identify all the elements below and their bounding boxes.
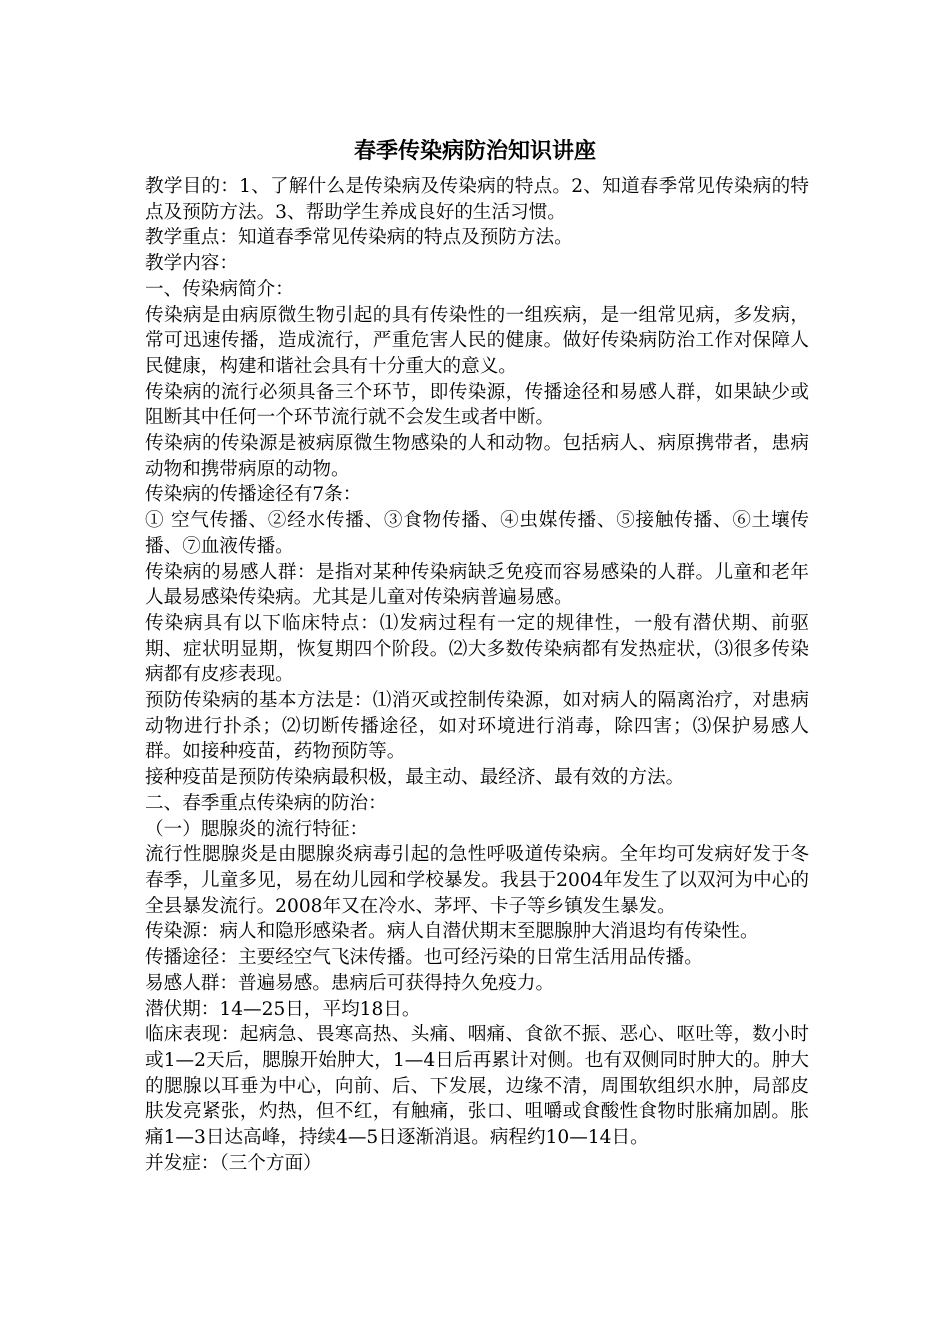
paragraph: 教学内容： [145,253,238,275]
section-heading: 一、传染病简介： [145,278,294,300]
paragraph: 传染病的易感人群：是指对某种传染病缺乏免疫而容易感染的人群。儿童和老年人最易感染传染病。尤其是儿童对传染病普遍易感。 [145,561,809,609]
paragraph: 接种疫苗是预防传染病最积极，最主动、最经济、最有效的方法。 [145,767,685,789]
paragraph: 传播途径：主要经空气飞沫传播。也可经污染的日常生活用品传播。 [145,947,703,969]
paragraph: 教学重点：知道春季常见传染病的特点及预防方法。 [145,227,573,249]
paragraph: 流行性腮腺炎是由腮腺炎病毒引起的急性呼吸道传染病。全年均可发病好发于冬春季，儿童多见，易在幼儿园和学校暴发。我县于2004年发生了以双河为中心的全县暴发流行。2008年又在冷水、茅坪、卡子等乡镇发生暴发。 [145,844,809,917]
document-title: 春季传染病防治知识讲座 [353,139,596,164]
paragraph: ① 空气传播、②经水传播、③食物传播、④虫媒传播、⑤接触传播、⑥土壤传播、⑦血液传播。 [145,510,809,557]
paragraph: 传染病具有以下临床特点：⑴发病过程有一定的规律性，一般有潜伏期、前驱期、症状明显期，恢复期四个阶段。⑵大多数传染病都有发热症状，⑶很多传染病都有皮疹表现。 [145,612,809,686]
section-heading: 二、春季重点传染病的防治： [145,792,387,814]
paragraph: 易感人群：普遍易感。患病后可获得持久免疫力。 [145,972,555,994]
paragraph: 并发症：（三个方面） [145,1152,322,1174]
paragraph: 传染源：病人和隐形感染者。病人自潜伏期末至腮腺肿大消退均有传染性。 [145,921,759,943]
paragraph: 潜伏期：14—25日，平均18日。 [145,998,421,1020]
paragraph: 预防传染病的基本方法是：⑴消灭或控制传染源，如对病人的隔离治疗，对患病动物进行扑杀；⑵切断传播途径，如对环境进行消毒，除四害；⑶保护易感人群。如接种疫苗，药物预防等。 [145,690,809,763]
subsection-heading: （一）腮腺炎的流行特征： [145,818,369,840]
paragraph: 传染病是由病原微生物引起的具有传染性的一组疾病，是一组常见病，多发病，常可迅速传播，造成流行，严重危害人民的健康。做好传染病防治工作对保障人民健康，构建和谐社会具有十分重大的意义。 [145,304,809,377]
paragraph: 临床表现：起病急、畏寒高热、头痛、咽痛、食欲不振、恶心、呕吐等，数小时或1—2天后，腮腺开始肿大，1—4日后再累计对侧。也有双侧同时肿大的。肿大的腮腺以耳垂为中心，向前、后、下发展，边缘不清，周围软组织水肿，局部皮肤发亮紧张，灼热，但不红，有触痛，张口、咀嚼或食酸性食物时胀痛加剧。胀痛1—3日达高峰，持续4—5日逐渐消退。病程约10—14日。 [145,1024,809,1149]
paragraph: 传染病的流行必须具备三个环节，即传染源，传播途径和易感人群，如果缺少或阻断其中任何一个环节流行就不会发生或者中断。 [145,381,809,429]
paragraph: 教学目的：1、了解什么是传染病及传染病的特点。2、知道春季常见传染病的特点及预防方法。3、帮助学生养成良好的生活习惯。 [145,176,809,223]
paragraph: 传染病的传染源是被病原微生物感染的人和动物。包括病人、病原携带者，患病动物和携带病原的动物。 [145,433,809,480]
paragraph: 传染病的传播途径有7条： [145,484,362,506]
document-body [145,174,809,1176]
